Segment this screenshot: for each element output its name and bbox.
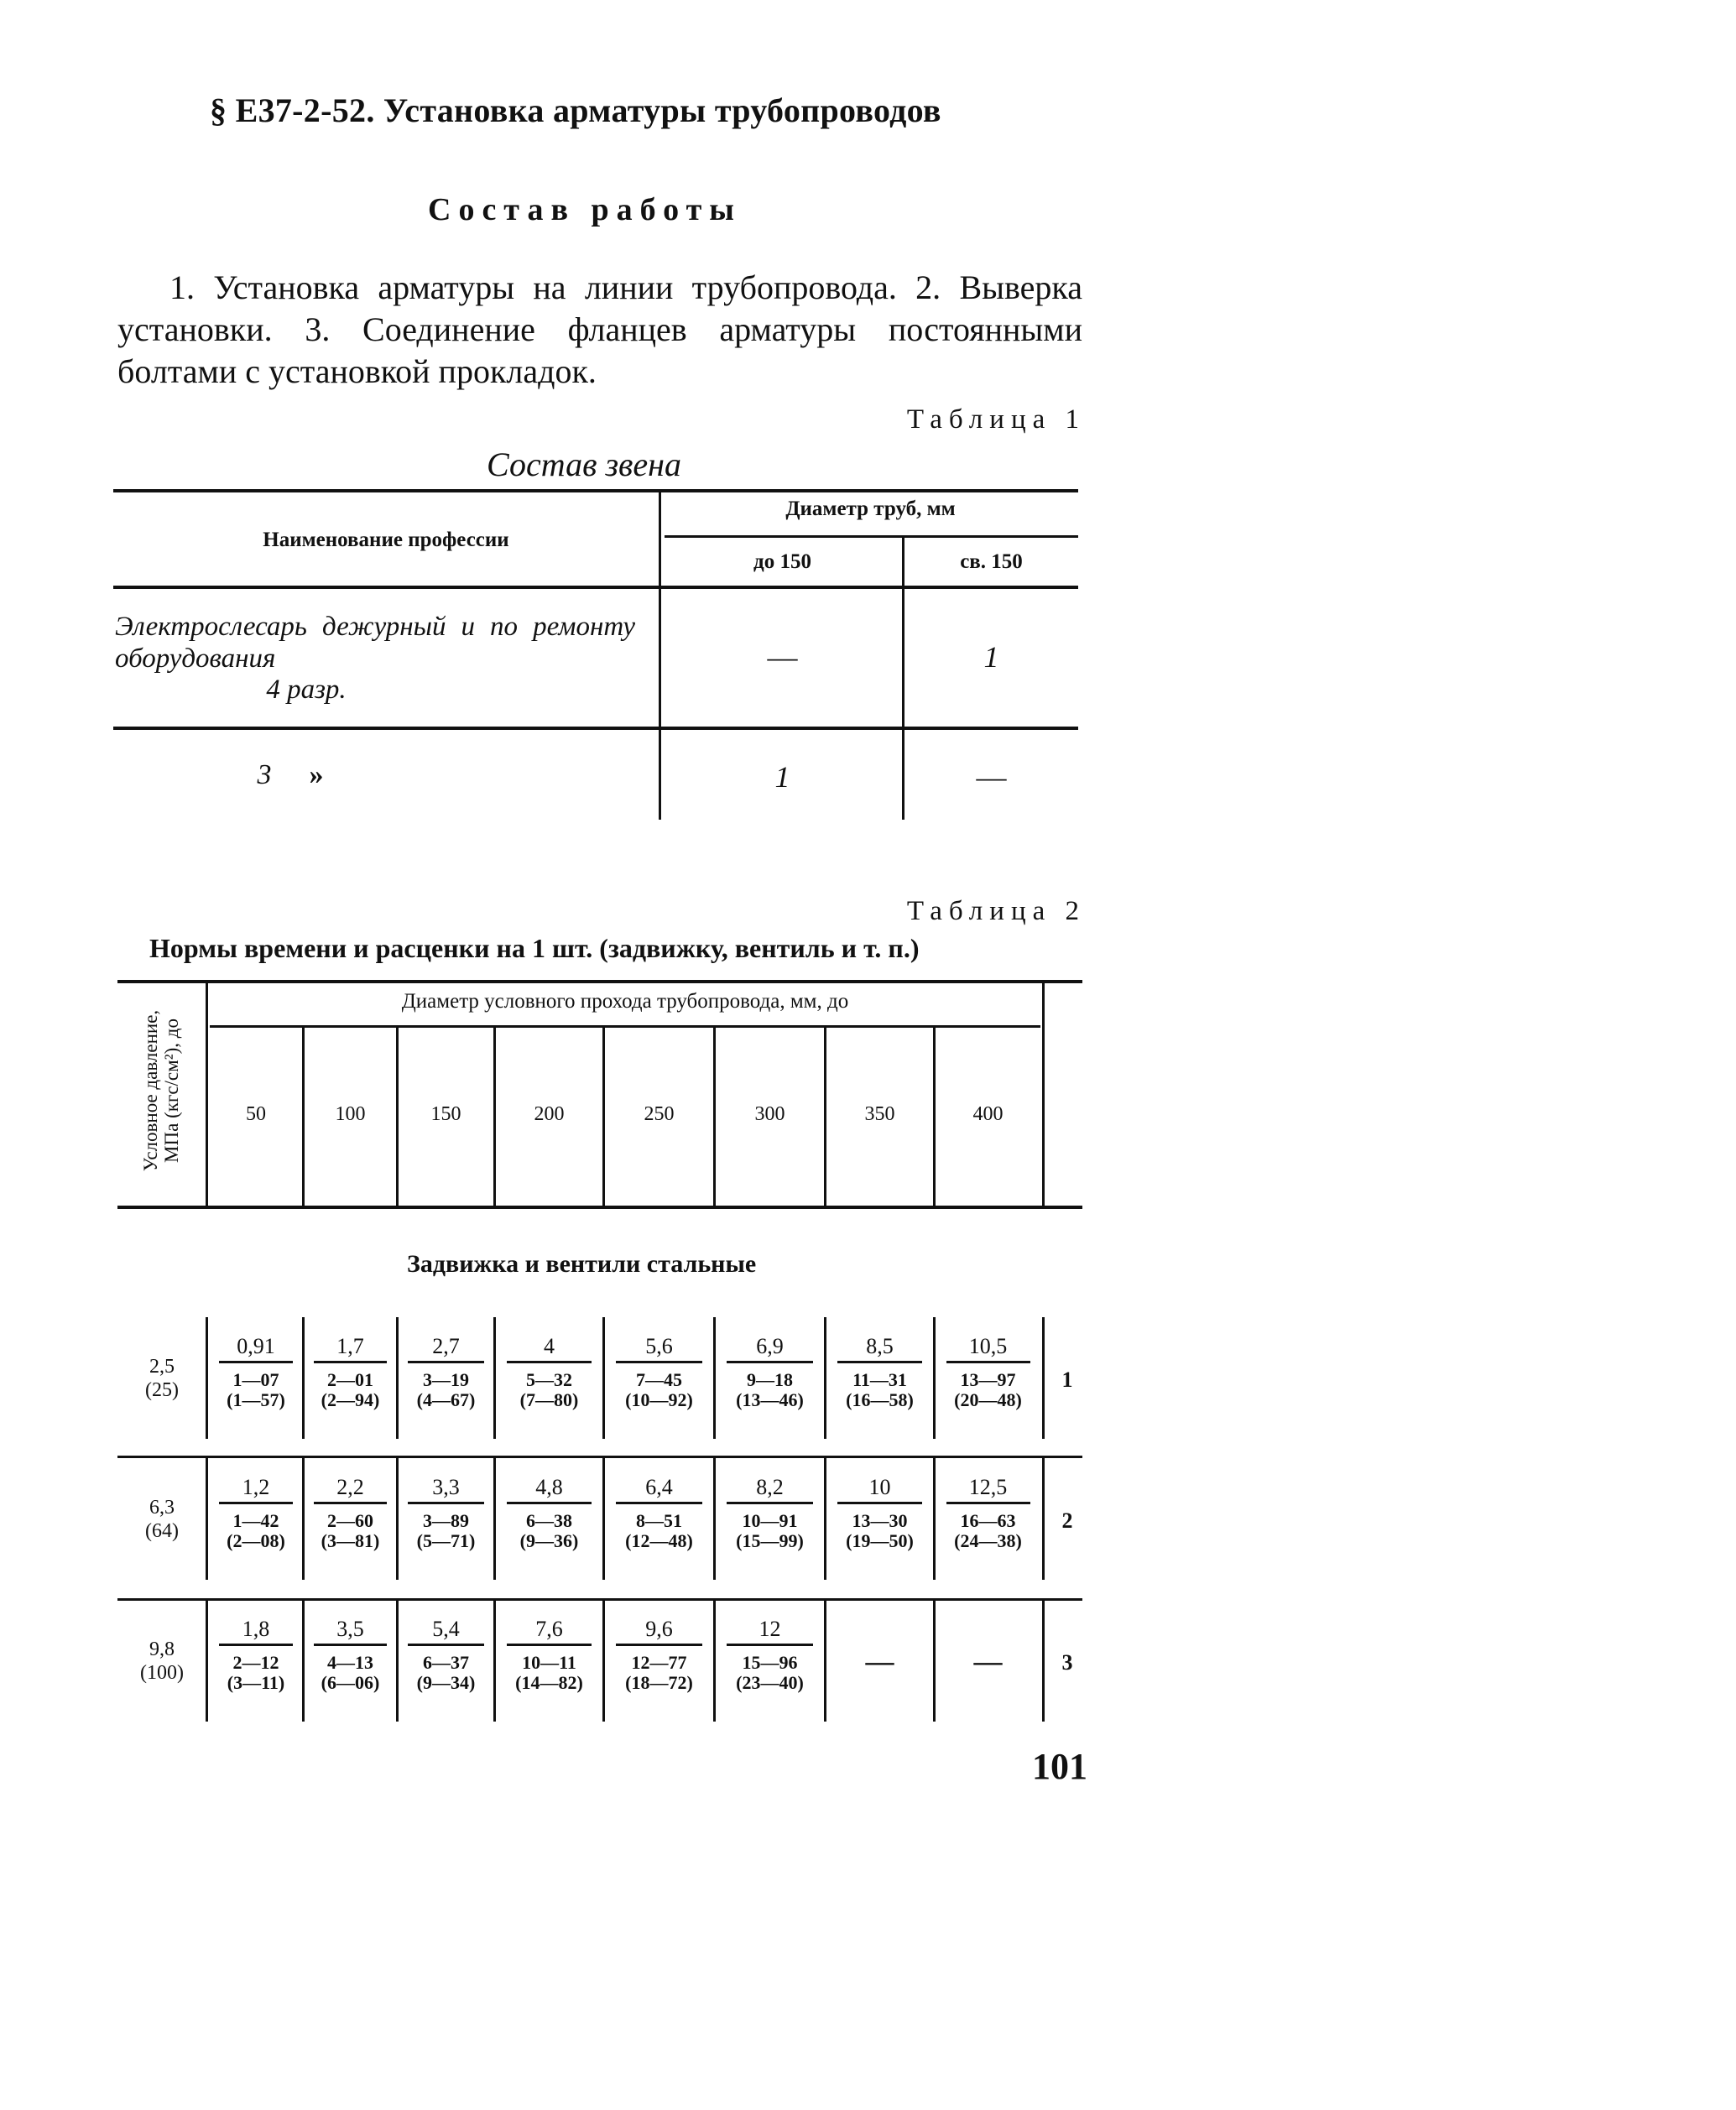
- norm-time: 8,2: [756, 1475, 784, 1499]
- diameter-300: 300: [754, 1103, 785, 1125]
- fraction-bar: [946, 1361, 1030, 1363]
- rate-alt: (4—67): [416, 1389, 476, 1410]
- rate-alt: (9—36): [519, 1530, 579, 1551]
- norm-time: 6,4: [645, 1475, 673, 1499]
- norm-cell: [210, 1475, 302, 1551]
- norm-cell: [716, 1617, 824, 1693]
- rate: 3—89: [423, 1510, 469, 1531]
- norm-cell: [716, 1475, 824, 1551]
- diameter-200: 200: [534, 1103, 565, 1125]
- table2-title: Нормы времени и расценки на 1 шт. (задвижку, вентиль и т. п.): [149, 933, 920, 963]
- table2-label: Таблица 2: [906, 896, 1086, 926]
- rate: 2—01: [327, 1369, 373, 1390]
- row-number: 1: [1061, 1368, 1073, 1392]
- rate-alt: (1—57): [227, 1389, 285, 1410]
- table2-right-divider: [1042, 983, 1045, 1206]
- row-separator: [117, 1598, 1082, 1601]
- table1-row2-v1: 1: [774, 760, 790, 794]
- norm-cell: [826, 1334, 933, 1410]
- rate-alt: (24—38): [954, 1530, 1022, 1551]
- section-title: § Е37-2-52. Установка арматуры трубопроводов: [210, 91, 941, 129]
- norm-time: 3,5: [336, 1617, 364, 1641]
- rate: 1—42: [232, 1510, 279, 1531]
- rate: 10—91: [742, 1510, 798, 1531]
- work-heading: Состав работы: [428, 192, 742, 227]
- rate-alt: (2—94): [321, 1389, 380, 1410]
- col-divider: [1042, 1600, 1045, 1722]
- norm-time: 12,5: [968, 1475, 1008, 1499]
- table1-col-profession: Наименование профессии: [263, 529, 509, 551]
- norm-cell: [305, 1475, 396, 1551]
- rate: 2—60: [327, 1510, 373, 1531]
- norm-time: 1,2: [242, 1475, 270, 1499]
- norm-cell: [305, 1334, 396, 1410]
- row-separator: [117, 1456, 1082, 1458]
- table1-row1-profession: Электрослесарь дежурный и по ремонту оборудования: [115, 612, 635, 674]
- rate: 8—51: [636, 1510, 682, 1531]
- rate-alt: (15—99): [736, 1530, 804, 1551]
- page-number: 101: [1032, 1746, 1087, 1787]
- norm-cell: [399, 1334, 493, 1410]
- norm-time: 4,8: [535, 1475, 563, 1499]
- norm-cell: [496, 1617, 602, 1693]
- rate: 2—12: [232, 1652, 279, 1673]
- pressure-mpa: 6,3: [149, 1497, 175, 1519]
- fraction-bar: [408, 1502, 483, 1504]
- rate: 6—37: [423, 1652, 469, 1673]
- work-text: 1. Установка арматуры на линии трубопровода. 2. Выверка установки. 3. Соединение фланцев арматуры постоянными болтами с установкой прокладок.: [117, 268, 1082, 390]
- norm-time: 2,2: [336, 1475, 364, 1499]
- rate-alt: (7—80): [519, 1389, 579, 1410]
- norm-time: 12: [759, 1617, 781, 1641]
- rate-alt: (12—48): [625, 1530, 693, 1551]
- fraction-bar: [946, 1502, 1030, 1504]
- norm-cell: [936, 1334, 1040, 1410]
- table1-label: Таблица 1: [906, 404, 1086, 435]
- fraction-bar: [837, 1502, 923, 1504]
- rate: 15—96: [742, 1652, 798, 1673]
- rate: 16—63: [960, 1510, 1016, 1531]
- pressure-value: [120, 1496, 204, 1543]
- fraction-bar: [219, 1502, 293, 1504]
- table1-col-diameter: Диаметр труб, мм: [785, 498, 956, 520]
- fraction-bar: [507, 1502, 592, 1504]
- rate: 12—77: [631, 1652, 687, 1673]
- table2-top-rule: [117, 980, 1082, 983]
- fraction-bar: [837, 1361, 923, 1363]
- fraction-bar: [507, 1644, 592, 1646]
- rate-alt: (5—71): [416, 1530, 476, 1551]
- pressure-header-cell: [117, 990, 206, 1191]
- fraction-bar: [408, 1644, 483, 1646]
- rate-alt: (16—58): [846, 1389, 914, 1410]
- fraction-bar: [616, 1361, 702, 1363]
- fraction-bar: [727, 1502, 813, 1504]
- norm-time: 6,9: [756, 1334, 784, 1358]
- diameter-header: Диаметр условного прохода трубопровода, мм, до: [401, 990, 849, 1013]
- diameter-350: 350: [864, 1103, 895, 1125]
- pressure-kgs: (64): [145, 1520, 179, 1542]
- rate-alt: (14—82): [515, 1672, 583, 1693]
- norm-cell: [305, 1617, 396, 1693]
- rate: 6—38: [526, 1510, 572, 1531]
- pressure-value: [120, 1638, 204, 1685]
- pressure-value: [120, 1355, 204, 1402]
- pressure-kgs: (25): [145, 1379, 179, 1401]
- table1-row-rule: [113, 727, 1078, 730]
- table1-row2-v2: —: [976, 760, 1007, 794]
- rate-alt: (10—92): [625, 1389, 693, 1410]
- pressure-mpa: 2,5: [149, 1356, 175, 1378]
- col-divider: [206, 1458, 208, 1580]
- pressure-mpa: 9,8: [149, 1639, 175, 1660]
- rate-alt: (13—46): [736, 1389, 804, 1410]
- rate: 11—31: [852, 1369, 907, 1390]
- norm-time: 10: [868, 1475, 891, 1499]
- rate: 4—13: [327, 1652, 373, 1673]
- table1-sub-rule: [665, 535, 1078, 538]
- fraction-bar: [314, 1361, 387, 1363]
- norm-cell: [496, 1475, 602, 1551]
- norm-time: 3,3: [432, 1475, 460, 1499]
- work-description: [117, 267, 1082, 393]
- row-number: 3: [1061, 1650, 1073, 1675]
- table1-top-rule: [113, 489, 1078, 492]
- norm-time: 5,6: [645, 1334, 673, 1358]
- table1-row1-v1: —: [767, 640, 798, 674]
- norm-time: 1,7: [336, 1334, 364, 1358]
- norm-cell: [399, 1475, 493, 1551]
- rate: 13—30: [852, 1510, 908, 1531]
- fraction-bar: [727, 1361, 813, 1363]
- diameter-50: 50: [246, 1103, 266, 1125]
- rate-alt: (3—81): [321, 1530, 380, 1551]
- rate-alt: (18—72): [625, 1672, 693, 1693]
- rate-alt: (9—34): [416, 1672, 476, 1693]
- rate: 5—32: [526, 1369, 572, 1390]
- table1-row2-profession: 3: [257, 759, 272, 790]
- table1-header-rule: [113, 586, 1078, 589]
- rate: 3—19: [423, 1369, 469, 1390]
- rate: 1—07: [232, 1369, 279, 1390]
- table2-diameter-rule: [210, 1025, 1040, 1028]
- col-divider: [206, 1317, 208, 1439]
- rate-alt: (6—06): [321, 1672, 380, 1693]
- diameter-100: 100: [335, 1103, 366, 1125]
- rate-alt: (20—48): [954, 1389, 1022, 1410]
- diameter-150: 150: [430, 1103, 461, 1125]
- rate: 10—11: [522, 1652, 576, 1673]
- norm-cell: [605, 1475, 713, 1551]
- norm-cell: [210, 1334, 302, 1410]
- norm-cell: [605, 1334, 713, 1410]
- rate: 9—18: [747, 1369, 793, 1390]
- table2-header-bottom-rule: [117, 1206, 1082, 1209]
- norm-time: 0,91: [237, 1334, 275, 1358]
- norm-cell: [399, 1617, 493, 1693]
- rate: 13—97: [960, 1369, 1016, 1390]
- table1-sub-col-1: до 150: [753, 550, 811, 573]
- rate-alt: (23—40): [736, 1672, 804, 1693]
- fraction-bar: [616, 1644, 702, 1646]
- table1-sub-col-2: св. 150: [960, 550, 1023, 573]
- norm-time: 9,6: [645, 1617, 673, 1641]
- fraction-bar: [314, 1502, 387, 1504]
- norm-time: 8,5: [866, 1334, 894, 1358]
- table1-caption: Состав звена: [487, 445, 682, 483]
- norm-cell: [826, 1475, 933, 1551]
- empty-cell: —: [973, 1646, 1003, 1677]
- norm-time: 7,6: [535, 1617, 563, 1641]
- table1-row2-grade: »: [309, 759, 324, 790]
- norm-cell: [716, 1334, 824, 1410]
- diameter-250: 250: [644, 1103, 675, 1125]
- rate: 7—45: [636, 1369, 682, 1390]
- rate-alt: (3—11): [227, 1672, 285, 1693]
- norm-time: 1,8: [242, 1617, 270, 1641]
- norm-cell: [210, 1617, 302, 1693]
- norm-cell: [496, 1334, 602, 1410]
- rate-alt: (19—50): [846, 1530, 914, 1551]
- diameter-400: 400: [972, 1103, 1004, 1125]
- section-label: Задвижка и вентили стальные: [407, 1250, 757, 1278]
- norm-time: 10,5: [968, 1334, 1008, 1358]
- empty-cell: —: [865, 1646, 894, 1677]
- fraction-bar: [727, 1644, 813, 1646]
- row-number: 2: [1061, 1508, 1073, 1533]
- table2-pressure-divider: [206, 983, 208, 1206]
- rate-alt: (2—08): [227, 1530, 285, 1551]
- fraction-bar: [219, 1644, 293, 1646]
- norm-time: 2,7: [432, 1334, 460, 1358]
- norm-time: 4: [544, 1334, 555, 1358]
- fraction-bar: [616, 1502, 702, 1504]
- fraction-bar: [507, 1361, 592, 1363]
- fraction-bar: [219, 1361, 293, 1363]
- col-divider: [206, 1600, 208, 1722]
- norm-cell: [936, 1475, 1040, 1551]
- table1-col-divider: [659, 492, 661, 820]
- col-divider: [1042, 1458, 1045, 1580]
- norm-time: 5,4: [432, 1617, 460, 1641]
- pressure-kgs: (100): [140, 1662, 184, 1684]
- table1-row1-grade: 4 разр.: [266, 675, 347, 705]
- fraction-bar: [408, 1361, 483, 1363]
- table1-row1-v2: 1: [983, 640, 999, 674]
- norm-cell: [605, 1617, 713, 1693]
- fraction-bar: [314, 1644, 387, 1646]
- col-divider: [1042, 1317, 1045, 1439]
- pressure-header: Условное давление, МПа (кгс/см²), до: [140, 1009, 182, 1172]
